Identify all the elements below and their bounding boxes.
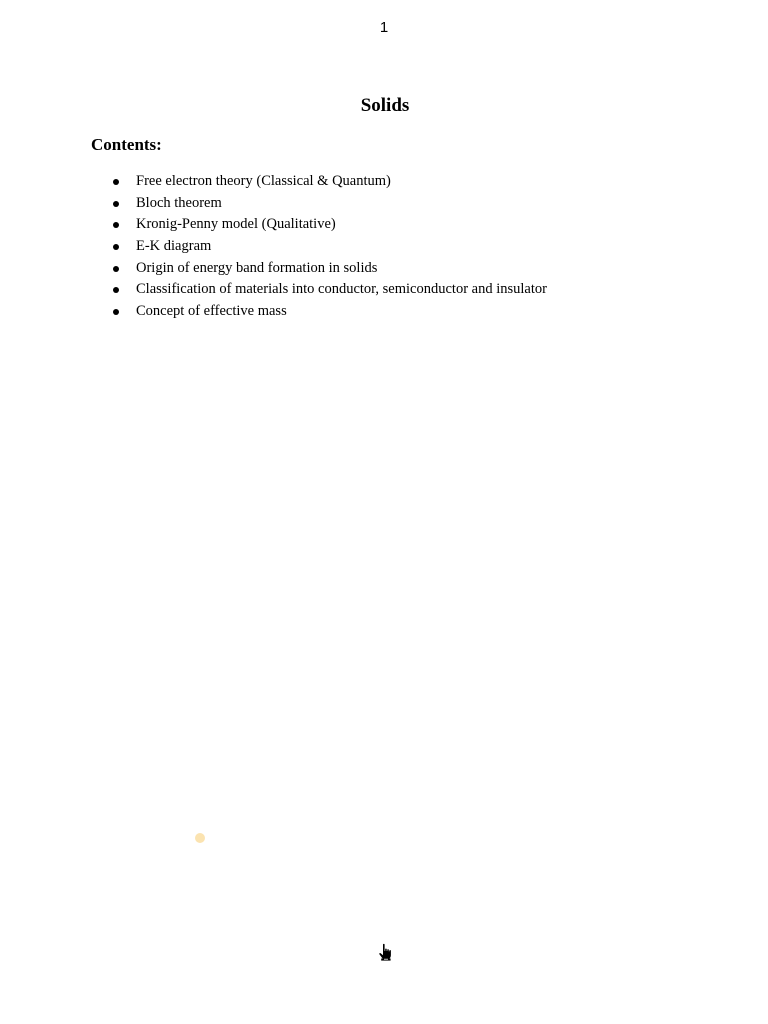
- list-item: [91, 236, 547, 258]
- list-item-text: Free electron theory (Classical & Quantum): [136, 173, 391, 189]
- page-title: Solids: [360, 95, 410, 116]
- hand-pointer-icon: [378, 943, 394, 961]
- contents-heading: Contents:: [91, 135, 162, 154]
- bullet-icon: [113, 244, 119, 250]
- list-item: [91, 301, 547, 323]
- list-item-text: Bloch theorem: [136, 194, 222, 211]
- list-item: [91, 279, 547, 301]
- contents-list: [91, 171, 547, 323]
- list-item-text: Concept of effective mass: [136, 303, 287, 320]
- list-item: [91, 258, 547, 280]
- bullet-icon: [113, 201, 119, 207]
- bullet-icon: [113, 179, 119, 185]
- bullet-icon: [113, 266, 119, 272]
- list-item: [91, 193, 547, 215]
- bullet-icon: [113, 287, 119, 293]
- page-number: 1: [379, 19, 389, 36]
- highlight-dot-icon: [195, 833, 205, 843]
- list-item-text: Kronig-Penny model (Qualitative): [136, 216, 336, 233]
- list-item: [91, 171, 547, 193]
- list-item: [91, 214, 547, 236]
- list-item-text: E-K diagram: [136, 238, 212, 255]
- list-item-text: Classification of materials into conductor, semiconductor and insulator: [136, 281, 547, 298]
- list-item-text: Origin of energy band formation in solids: [136, 259, 378, 276]
- bullet-icon: [113, 222, 119, 228]
- bullet-icon: [113, 309, 119, 315]
